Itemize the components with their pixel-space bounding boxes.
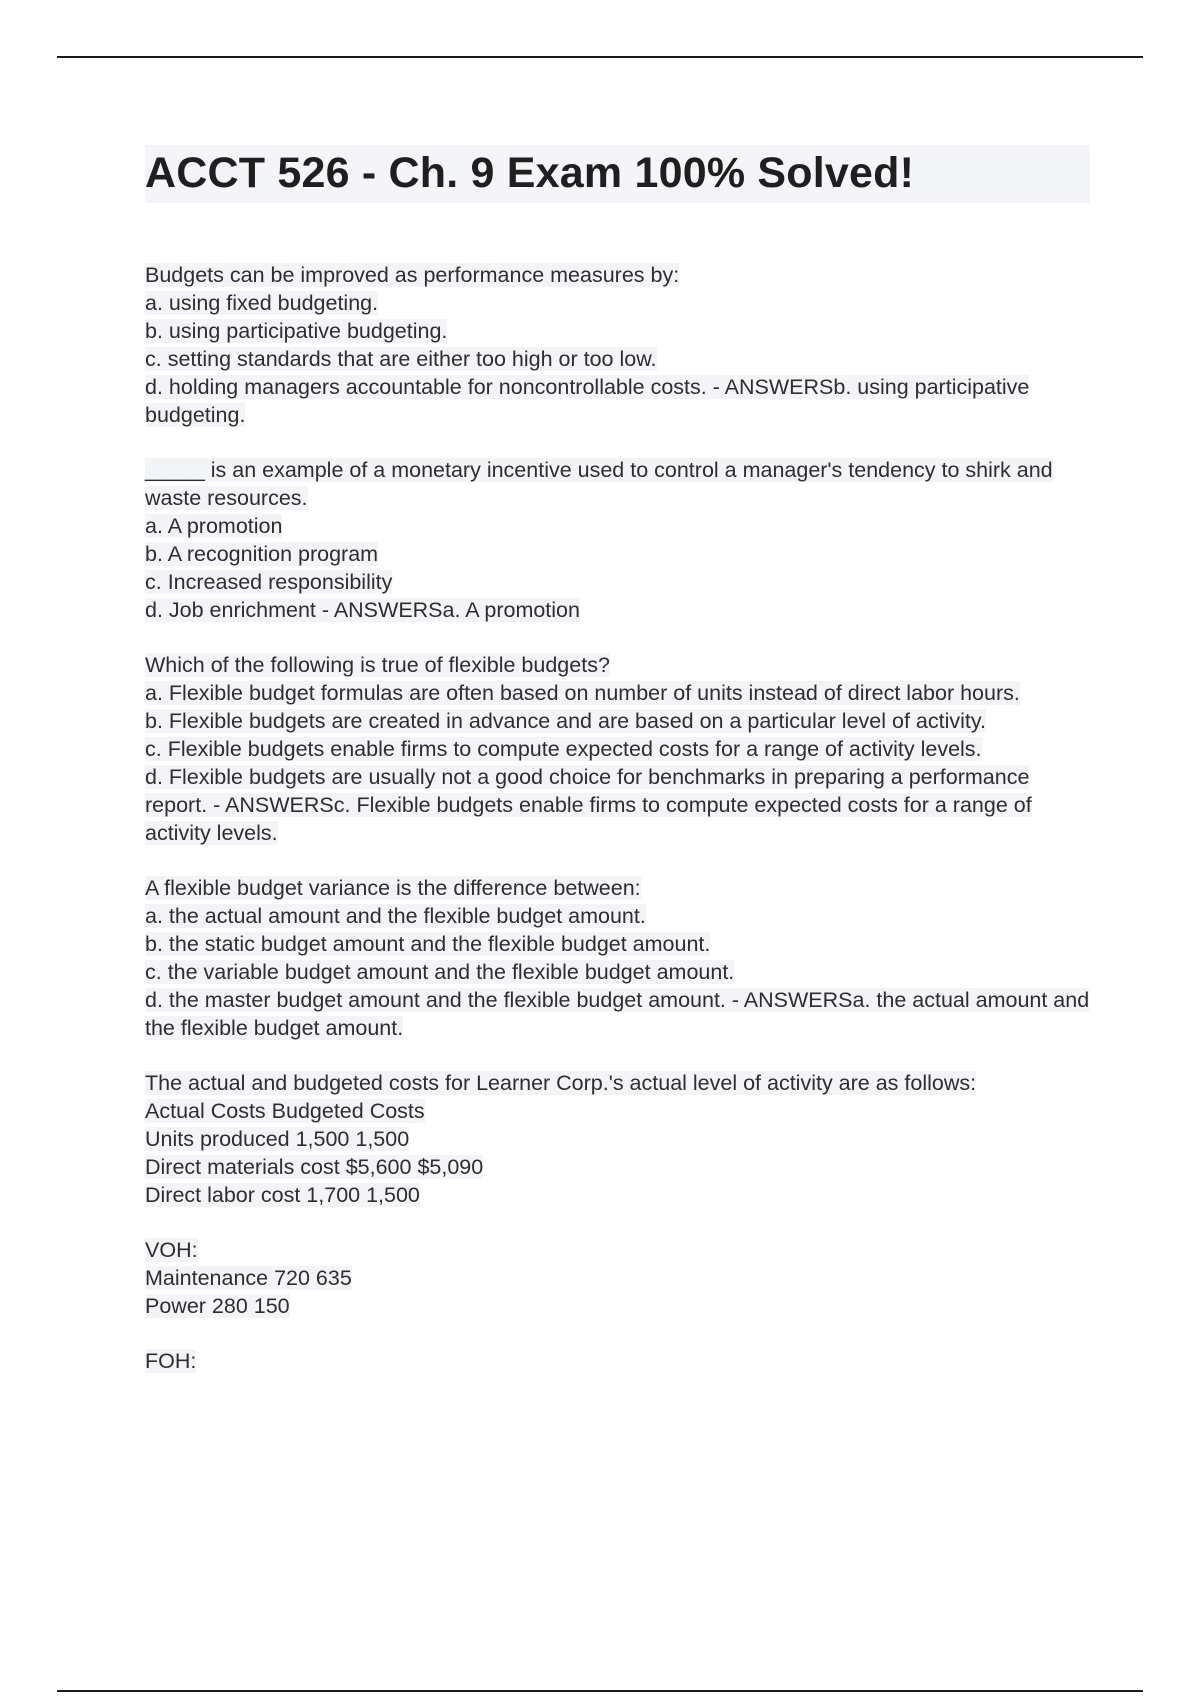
cost-table-row: Units produced 1,500 1,500: [145, 1127, 410, 1151]
answer-option: c. Increased responsibility: [145, 570, 393, 594]
answer-option: a. the actual amount and the flexible budget amount.: [145, 904, 646, 928]
voh-heading: VOH:: [145, 1238, 198, 1262]
question-stem: _____ is an example of a monetary incentive used to control a manager's tendency to shirk and waste resources.: [145, 458, 1053, 510]
answer-option: b. using participative budgeting.: [145, 319, 448, 343]
cost-table-row: Direct labor cost 1,700 1,500: [145, 1183, 420, 1207]
question-stem: A flexible budget variance is the difference between:: [145, 876, 641, 900]
question-stem: The actual and budgeted costs for Learner Corp.'s actual level of activity are as follows:: [145, 1071, 977, 1095]
question-block: [145, 651, 1090, 847]
answer-option: b. Flexible budgets are created in advance and are based on a particular level of activity.: [145, 709, 986, 733]
cost-table-row: Power 280 150: [145, 1294, 290, 1318]
answer-option: b. A recognition program: [145, 542, 379, 566]
question-block: [145, 261, 1090, 429]
answer-option: d. holding managers accountable for noncontrollable costs. - ANSWERSb. using participative budgeting.: [145, 375, 1030, 427]
question-block: [145, 456, 1090, 624]
document-title: ACCT 526 - Ch. 9 Exam 100% Solved!: [145, 145, 1090, 203]
foh-heading: FOH:: [145, 1349, 197, 1373]
answer-option: c. Flexible budgets enable firms to compute expected costs for a range of activity levels.: [145, 737, 982, 761]
cost-table-row: Maintenance 720 635: [145, 1266, 352, 1290]
answer-option: c. setting standards that are either too high or too low.: [145, 347, 657, 371]
foh-block: [145, 1347, 1090, 1375]
top-rule: [57, 56, 1143, 58]
question-stem: Budgets can be improved as performance measures by:: [145, 263, 680, 287]
question-stem: Which of the following is true of flexible budgets?: [145, 653, 610, 677]
voh-block: [145, 1236, 1090, 1320]
document-body: [145, 145, 1090, 1375]
cost-table-header: Actual Costs Budgeted Costs: [145, 1099, 425, 1123]
question-block: [145, 1069, 1090, 1209]
answer-option: a. Flexible budget formulas are often based on number of units instead of direct labor hours.: [145, 681, 1020, 705]
answer-option: d. the master budget amount and the flexible budget amount. - ANSWERSa. the actual amount and the flexible budget amount.: [145, 988, 1090, 1040]
answer-option: d. Job enrichment - ANSWERSa. A promotion: [145, 598, 580, 622]
bottom-rule: [57, 1690, 1143, 1692]
answer-option: d. Flexible budgets are usually not a good choice for benchmarks in preparing a performance report. - ANSWERSc. Flexible budgets enable firms to compute expected costs for a range of activity levels.: [145, 765, 1032, 845]
answer-option: a. using fixed budgeting.: [145, 291, 379, 315]
question-block: [145, 874, 1090, 1042]
answer-option: c. the variable budget amount and the flexible budget amount.: [145, 960, 735, 984]
answer-option: a. A promotion: [145, 514, 283, 538]
answer-option: b. the static budget amount and the flexible budget amount.: [145, 932, 711, 956]
cost-table-row: Direct materials cost $5,600 $5,090: [145, 1155, 484, 1179]
